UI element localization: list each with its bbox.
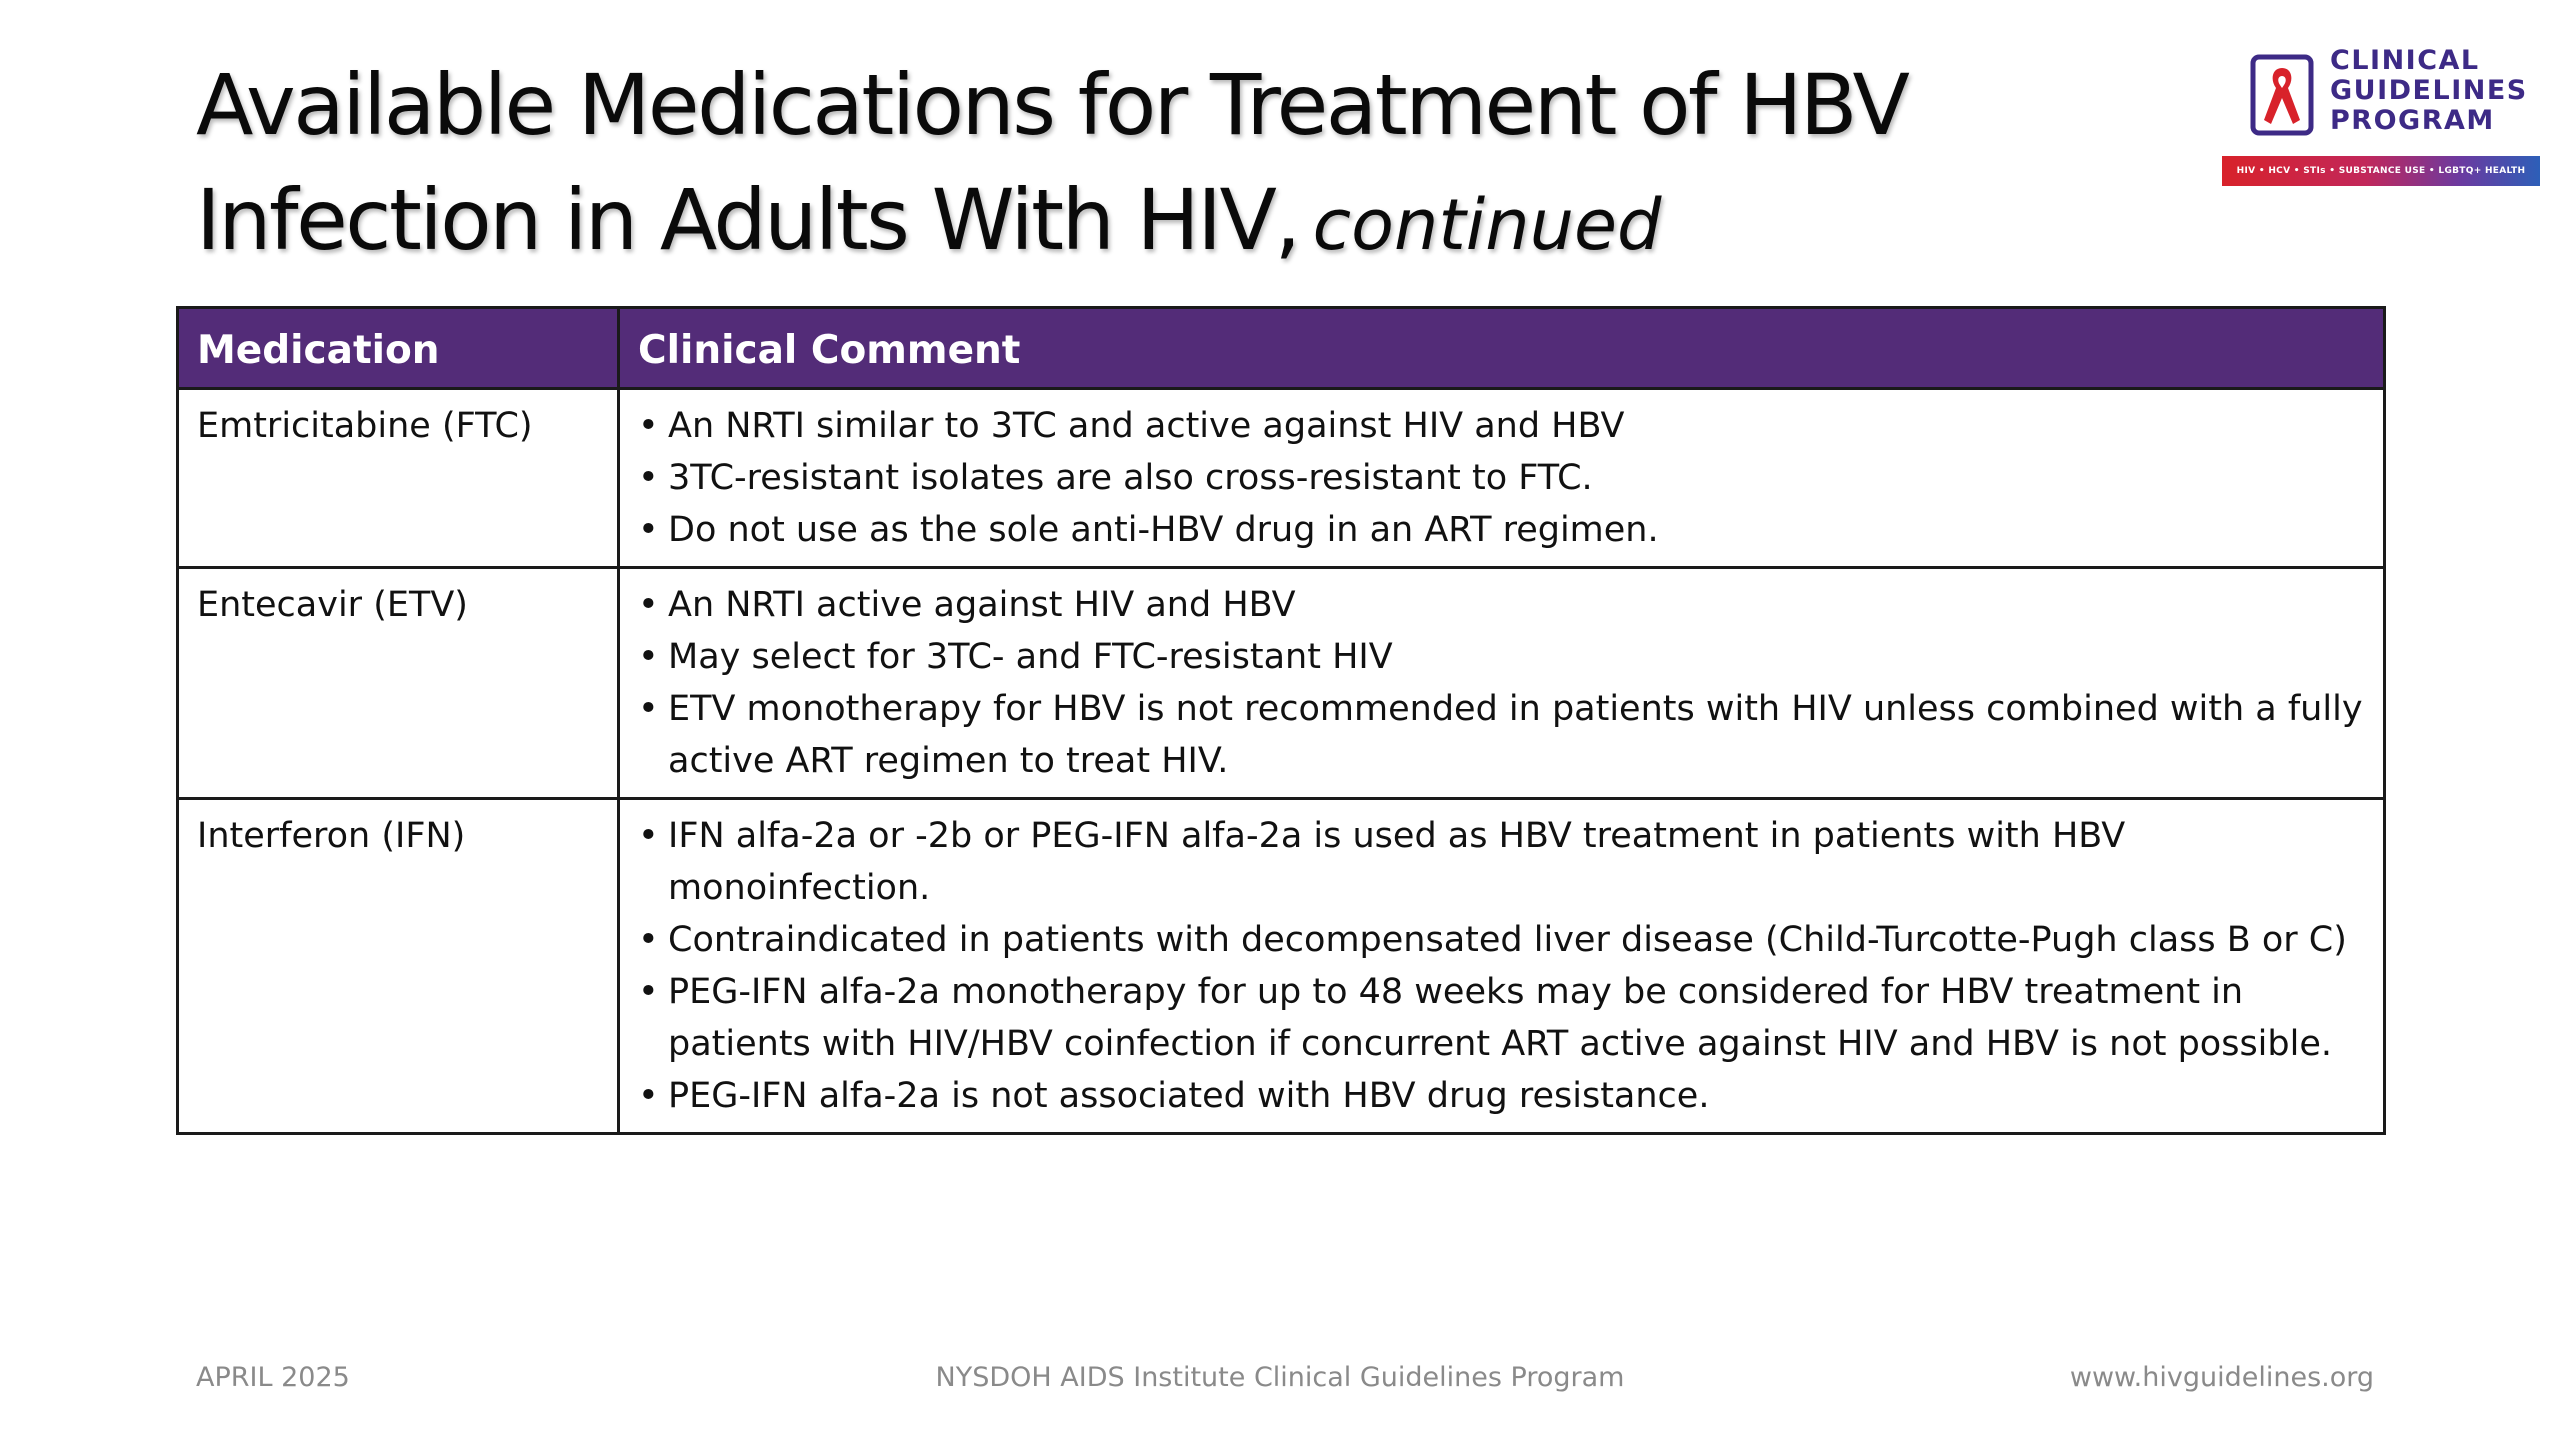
- comment-list: [638, 810, 2365, 1122]
- comment-item: • Do not use as the sole anti-HBV drug in an ART regimen.: [638, 504, 2365, 556]
- comment-item: • Contraindicated in patients with decompensated liver disease (Child-Turcotte-Pugh class B or C): [638, 914, 2365, 966]
- logo-text-line-3: PROGRAM: [2330, 105, 2495, 136]
- clinical-comment-cell: [619, 799, 2385, 1134]
- slide-title-line-1: Available Medications for Treatment of HBV: [196, 56, 1908, 154]
- table-row: [178, 799, 2385, 1134]
- comment-item: • An NRTI similar to 3TC and active against HIV and HBV: [638, 400, 2365, 452]
- table-row: [178, 389, 2385, 568]
- clinical-comment-cell: [619, 568, 2385, 799]
- comment-item: • ETV monotherapy for HBV is not recommended in patients with HIV unless combined with a fully active ART regimen to treat HIV.: [638, 683, 2365, 787]
- logo-text-line-2: GUIDELINES: [2330, 75, 2528, 106]
- table-row: [178, 568, 2385, 799]
- clinical-guidelines-program-logo: [2222, 46, 2540, 194]
- comment-item: • PEG-IFN alfa-2a monotherapy for up to 48 weeks may be considered for HBV treatment in patients with HIV/HBV coinfection if concurrent ART active against HIV and HBV is not possible.: [638, 966, 2365, 1070]
- logo-tagline-bar: HIV • HCV • STIs • SUBSTANCE USE • LGBTQ+ HEALTH: [2222, 156, 2540, 186]
- slide-title-line-2: [196, 163, 2156, 283]
- comment-item: • PEG-IFN alfa-2a is not associated with HBV drug resistance.: [638, 1070, 2365, 1122]
- table-header-row: [178, 308, 2385, 389]
- slide-title: [196, 48, 2156, 283]
- medication-name: Emtricitabine (FTC): [178, 389, 619, 568]
- medication-name: Entecavir (ETV): [178, 568, 619, 799]
- comment-item: • 3TC-resistant isolates are also cross-resistant to FTC.: [638, 452, 2365, 504]
- comment-item: • May select for 3TC- and FTC-resistant HIV: [638, 631, 2365, 683]
- slide-title-line-2-text: Infection in Adults With HIV,: [196, 171, 1299, 269]
- slide-title-continued: continued: [1312, 184, 1662, 266]
- medication-name: Interferon (IFN): [178, 799, 619, 1134]
- clinical-comment-cell: [619, 389, 2385, 568]
- footer-program-name: NYSDOH AIDS Institute Clinical Guidelines Program: [935, 1362, 1625, 1393]
- comment-item: • IFN alfa-2a or -2b or PEG-IFN alfa-2a is used as HBV treatment in patients with HBV monoinfection.: [638, 810, 2365, 914]
- medications-table: [176, 306, 2386, 1135]
- footer-date: APRIL 2025: [196, 1362, 350, 1393]
- footer-website: www.hivguidelines.org: [2069, 1362, 2374, 1393]
- comment-item: • An NRTI active against HIV and HBV: [638, 579, 2365, 631]
- logo-text-line-1: CLINICAL: [2330, 45, 2480, 76]
- red-ribbon-icon: [2250, 54, 2314, 136]
- logo-wordmark: [2330, 46, 2528, 136]
- column-header-clinical-comment: Clinical Comment: [619, 308, 2385, 389]
- comment-list: [638, 400, 2365, 556]
- column-header-medication: Medication: [178, 308, 619, 389]
- comment-list: [638, 579, 2365, 787]
